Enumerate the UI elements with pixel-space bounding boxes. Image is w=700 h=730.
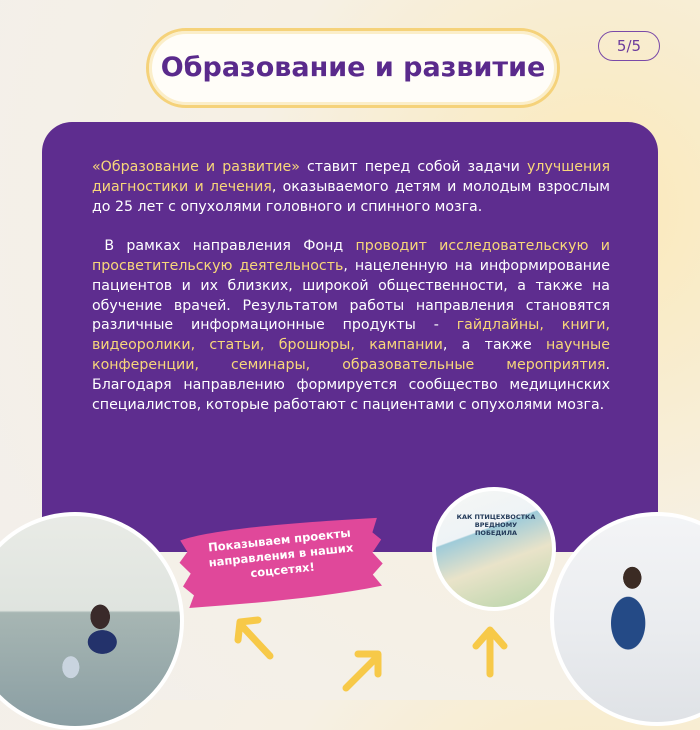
paragraph-2 [92, 237, 610, 415]
paragraph-text: ставит перед собой задачи [299, 159, 527, 175]
highlighted-text: гайдлайны, книги, видеоролики, статьи, брошюры, кампании [92, 317, 610, 354]
arrow-icon [230, 612, 280, 664]
paragraph-text: . Благодаря направлению формируется сообщество медицинских специалистов, которые работают с пациентами с опухолями мозга. [92, 356, 610, 413]
paragraph-text: , а также [442, 337, 547, 354]
body-text [92, 158, 610, 435]
book-title: КАК ПТИЦЕХВОСТКА ВРЕДНОМУ ПОБЕДИЛА [456, 513, 536, 537]
highlighted-text: научные конференции, семинары, образовательные мероприятия [92, 337, 610, 373]
highlighted-text: проводит исследовательскую и просветительскую деятельность [92, 238, 610, 274]
highlighted-text: улучшения диагностики и лечения [92, 159, 610, 195]
paragraph-1 [92, 158, 610, 217]
paragraph-text: , нацеленную на информирование пациентов и их близких, широкой общественности, а также на обучение врачей. Результатом работы направления становятся различные информационные продукты - [92, 257, 610, 334]
paragraph-text: , оказываемого детям и молодым взрослым до 25 лет с опухолями головного и спинного мозга. [92, 178, 610, 215]
paragraph-text: В рамках направления Фонд [92, 238, 356, 255]
page-counter: 5/5 [598, 31, 660, 61]
arrow-icon [468, 622, 512, 678]
highlighted-text: «Образование и развитие» [92, 159, 300, 175]
book-photo [432, 487, 556, 611]
sticker-text: Показываем проекты направления в наших соцсетях! [207, 525, 354, 581]
arrow-icon [338, 644, 388, 694]
page-title: Образование и развитие [146, 28, 560, 108]
